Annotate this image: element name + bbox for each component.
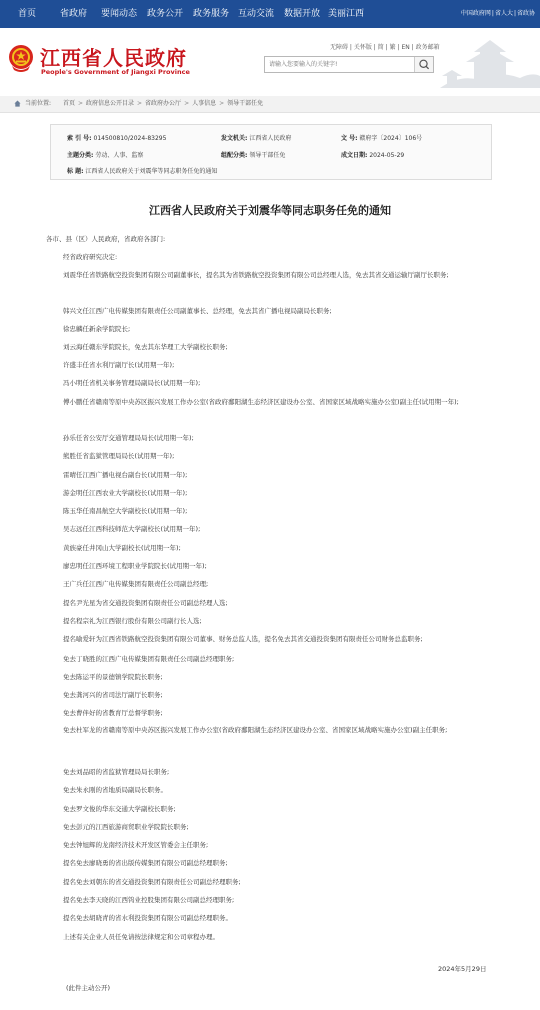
nav-services[interactable]: 政务服务: [193, 9, 230, 19]
site-header: [0, 28, 540, 88]
article-paragraph: 冯小明任省机关事务管理局副局长(试用期一年);: [63, 379, 201, 387]
document-metadata: [50, 124, 492, 180]
article-paragraph: 雷晴任江西广播电视台副台长(试用期一年);: [63, 471, 188, 479]
link-english[interactable]: EN: [401, 44, 410, 51]
article-paragraph: 上述有关企业人员任免请按法律规定和公司章程办理。: [63, 933, 219, 941]
nav-gov-affairs[interactable]: 政务公开: [147, 9, 184, 19]
article-paragraph: 提名免去刘朝东的省交通投资集团有限责任公司副总经理职务;: [63, 878, 241, 886]
article-paragraph: 廖忠明任江西环境工程职业学院院长(试用期一年);: [63, 562, 207, 570]
meta-category: 组配分类: 领导干部任免: [221, 152, 286, 159]
article-paragraph: 刘云海任赣东学院院长，免去其东华理工大学副校长职务;: [63, 343, 228, 351]
article-paragraph: 免去杜军龙的省赣南等原中央苏区振兴发展工作办公室(省政府鄱阳湖生态经济区建设办公室、省国家区域战略实施办公室)副主任职务;: [63, 726, 448, 734]
breadcrumb-appointments[interactable]: 领导干部任免: [227, 100, 264, 107]
nav-province-gov[interactable]: 省政府: [60, 9, 88, 19]
article-paragraph: 刘震华任省铁路航空投资集团有限公司副董事长，提名其为省铁路航空投资集团有限公司总经理人选，免去其省交通运输厅副厅长职务;: [63, 271, 449, 279]
nav-news[interactable]: 要闻动态: [101, 9, 138, 19]
article-paragraph: 提名尹光星为省交通投资集团有限责任公司副总经理人选;: [63, 599, 228, 607]
meta-title: 标 题: 江西省人民政府关于刘震华等同志职务任免的通知: [67, 168, 218, 175]
article-paragraph: 陈玉华任南昌航空大学副校长(试用期一年);: [63, 507, 188, 515]
article-paragraph: 傅小鹏任省赣南等原中央苏区振兴发展工作办公室(省政府鄱阳湖生态经济区建设办公室、省国家区域战略实施办公室)副主任(试用期一年);: [63, 398, 459, 406]
breadcrumb-personnel[interactable]: 人事信息: [192, 100, 217, 107]
article-paragraph: 免去龚河兴的省司法厅副厅长职务;: [63, 691, 163, 699]
nav-home[interactable]: 首页: [18, 9, 37, 19]
link-traditional[interactable]: 繁: [389, 44, 396, 51]
article-title: 江西省人民政府关于刘震华等同志职务任免的通知: [149, 204, 391, 217]
search-button[interactable]: [414, 57, 433, 72]
pavilion-decoration-icon: [440, 36, 540, 88]
link-care-mode[interactable]: 关怀版: [353, 44, 372, 51]
breadcrumb-catalog[interactable]: 政府信息公开目录: [86, 100, 135, 107]
meta-subject: 主题分类: 劳动、人事、监察: [67, 152, 144, 159]
article-paragraph: 提名免去胡晓青的省水利投资集团有限公司副总经理职务。: [63, 914, 232, 922]
article-paragraph: 黄族豪任井冈山大学副校长(试用期一年);: [63, 544, 181, 552]
meta-index: 索 引 号: 014500810/2024-83295: [67, 135, 167, 142]
article-paragraph: 免去丁晓胜的江西广电传媒集团有限责任公司副总经理职务;: [63, 655, 235, 663]
link-accessibility[interactable]: 无障碍: [330, 44, 349, 51]
article-paragraph: 提名程宗礼为江西银行股份有限公司副行长人选;: [63, 617, 202, 625]
article-paragraph: 孙乐任省公安厅交通管理局局长(试用期一年);: [63, 434, 194, 442]
article-paragraph: 免去刘品昭的省监狱管理局局长职务;: [63, 768, 170, 776]
article-paragraph: 免去彭元的江西旅游商贸职业学院院长职务;: [63, 823, 189, 831]
article-paragraph: 王广兵任江西广电传媒集团有限责任公司副总经理;: [63, 580, 209, 588]
public-note: (此件主动公开): [66, 984, 111, 992]
link-gov-email[interactable]: 政务邮箱: [415, 44, 440, 51]
meta-date: 成文日期: 2024-05-29: [341, 152, 405, 159]
meta-docno: 文 号: 赣府字〔2024〕106号: [341, 135, 423, 142]
article-paragraph: 免去曹伴好的省教育厅总督学职务;: [63, 709, 163, 717]
breadcrumb: 当前位置: 首页 > 政府信息公开目录 > 省政府办公厅 > 人事信息 > 领导干部任免: [0, 96, 540, 113]
external-links: 中国政府网|省人大|省政协: [460, 10, 535, 17]
breadcrumb-home[interactable]: 首页: [62, 100, 75, 107]
article-paragraph: 熊胜任省监狱管理局局长(试用期一年);: [63, 452, 175, 460]
search-box: [264, 56, 434, 73]
article-paragraph: 提名免去廖晓勇的省出版传媒集团有限公司副总经理职务;: [63, 859, 228, 867]
article-paragraph: 经省政府研究决定:: [63, 253, 118, 261]
site-subtitle: People's Government of Jiangxi Province: [41, 68, 190, 76]
article-paragraph: 吴志远任江西科技师范大学副校长(试用期一年);: [63, 525, 201, 533]
link-china-gov[interactable]: 中国政府网: [460, 10, 491, 17]
article-paragraph: 免去陈运平的景德镇学院院长职务;: [63, 673, 163, 681]
meta-issuer: 发文机关: 江西省人民政府: [221, 135, 292, 142]
site-title[interactable]: 江西省人民政府: [40, 46, 187, 70]
link-simplified[interactable]: 简: [377, 44, 384, 51]
article-paragraph: 提名喻爱轩为江西省铁路航空投资集团有限公司董事、财务总监人选，提名免去其省交通投资集团有限责任公司财务总监职务;: [63, 635, 423, 643]
breadcrumb-label: 当前位置:: [25, 100, 52, 107]
article-paragraph: 徐忠麟任新余学院院长;: [63, 325, 131, 333]
signature-date: 2024年5月29日: [438, 965, 487, 973]
article-paragraph: 免去钟旭辉的龙南经济技术开发区管委会主任职务;: [63, 841, 209, 849]
utility-links: 无障碍 | 关怀版 | 简 | 繁 | EN | 政务邮箱: [330, 44, 440, 51]
link-cppcc[interactable]: 省政协: [516, 10, 535, 17]
nav-interaction[interactable]: 互动交流: [238, 9, 275, 19]
nav-beautiful-jiangxi[interactable]: 美丽江西: [328, 9, 365, 19]
search-icon: [415, 57, 433, 72]
breadcrumb-office[interactable]: 省政府办公厅: [145, 100, 182, 107]
article-paragraph: 游金明任江西农业大学副校长(试用期一年);: [63, 489, 188, 497]
article-greeting: 各市、县（区）人民政府，省政府各部门:: [46, 235, 166, 243]
article-paragraph: 免去罗文俊的华东交通大学副校长职务;: [63, 805, 176, 813]
link-npc[interactable]: 省人大: [494, 10, 513, 17]
search-input[interactable]: [265, 57, 410, 72]
article-paragraph: 提名免去李天晓的江西钨业控股集团有限公司副总经理职务;: [63, 896, 235, 904]
top-nav-bar: [0, 0, 540, 28]
article-paragraph: 许盛丰任省水利厅副厅长(试用期一年);: [63, 361, 175, 369]
article-paragraph: 免去朱永刚的省地质局副局长职务。: [63, 786, 167, 794]
article-paragraph: 韩兴文任江西广电传媒集团有限责任公司副董事长、总经理，免去其省广播电视局副局长职务;: [63, 307, 332, 315]
national-emblem-icon: [8, 44, 34, 72]
home-icon: [14, 100, 21, 107]
nav-open-data[interactable]: 数据开放: [284, 9, 321, 19]
